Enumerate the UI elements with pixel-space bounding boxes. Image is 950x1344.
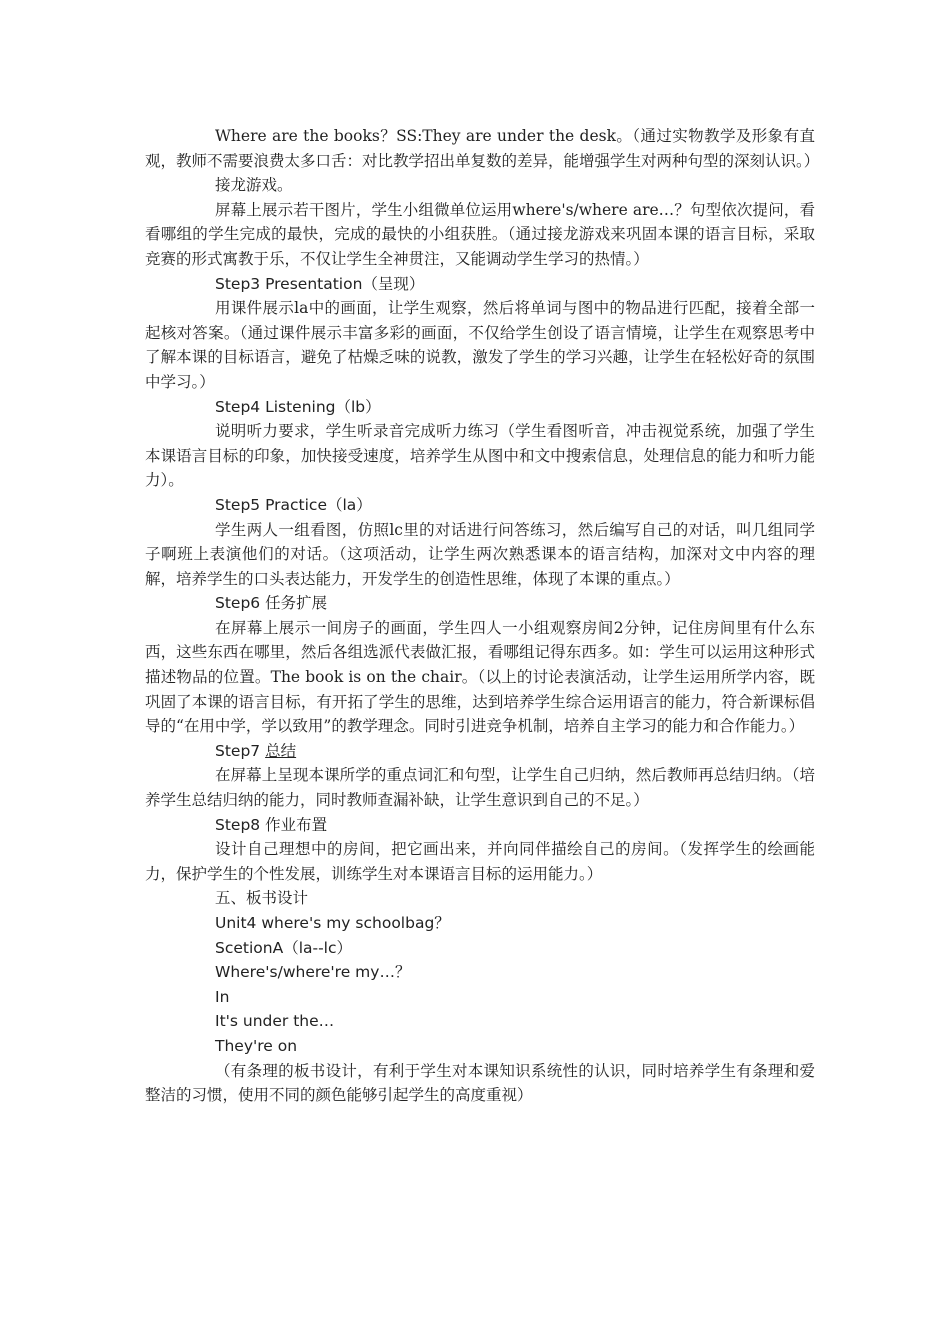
board-line-in: In [215, 987, 230, 1006]
step7-label: Step7 [215, 741, 266, 760]
paragraph-step3: 用课件展示la中的画面，让学生观察，然后将单词与图中的物品进行匹配，接着全部一起核对答案。（通过课件展示丰富多彩的画面，不仅给学生创设了语言情境，让学生在观察思考中了解本课的目标语言，避免了枯燥乏味的说教，激发了学生的学习兴趣，让学生在轻松好奇的氛围中学习。） [145, 299, 815, 391]
heading-board-design: 五、板书设计 [215, 889, 309, 908]
board-line-unit: Unit4 where's my schoolbag？ [215, 914, 450, 932]
heading-step4: Step4 Listening（lb） [215, 397, 381, 416]
paragraph-step5: 学生两人一组看图，仿照lc里的对话进行问答练习，然后编写自己的对话，叫几组同学子啊班上表演他们的对话。（这项活动，让学生两次熟悉课本的语言结构，加深对文中内容的理解，培养学生的口头表达能力，开发学生的创造性思维，体现了本课的重点。） [145, 520, 815, 588]
paragraph-step4: 说明听力要求，学生听录音完成听力练习（学生看图听音，冲击视觉系统，加强了学生本课语言目标的印象，加快接受速度，培养学生从图中和文中搜索信息，处理信息的能力和听力能力）。 [145, 422, 815, 490]
heading-step8: Step8 作业布置 [215, 815, 328, 834]
heading-step7 [145, 739, 815, 764]
heading-relay-game: 接龙游戏。 [215, 176, 293, 195]
board-line-question: Where's/where're my…？ [215, 963, 411, 982]
paragraph-step2-answer: Where are the books？SS:They are under the desk。（通过实物教学及形象有直观，教师不需要浪费太多口舌：对比教学招出单复数的差异，能增强学生对两种句型的深刻认识。） [145, 127, 820, 170]
heading-step3: Step3 Presentation（呈现） [215, 274, 425, 293]
paragraph-step7: 在屏幕上呈现本课所学的重点词汇和句型，让学生自己归纳，然后教师再总结归纳。（培养学生总结归纳的能力，同时教师查漏补缺，让学生意识到自己的不足。） [145, 766, 815, 810]
paragraph-relay-game: 屏幕上展示若干图片，学生小组微单位运用where's/where are…？句型依次提问，看看哪组的学生完成的最快，完成的最快的小组获胜。（通过接龙游戏来巩固本课的语言目标，采取竞赛的形式寓教于乐，不仅让学生全神贯注，又能调动学生学习的热情。） [145, 200, 815, 268]
heading-step5: Step5 Practice（la） [215, 495, 372, 514]
paragraph-board-note: （有条理的板书设计，有利于学生对本课知识系统性的认识，同时培养学生有条理和爱整洁的习惯，使用不同的颜色能够引起学生的高度重视） [145, 1061, 815, 1105]
board-line-on: They're on [215, 1036, 298, 1055]
paragraph-step6: 在屏幕上展示一间房子的画面，学生四人一小组观察房间2分钟，记住房间里有什么东西，这些东西在哪里，然后各组选派代表做汇报，看哪组记得东西多。如：学生可以运用这种形式描述物品的位置。The book is on the chair。（以上的讨论表演活动，让学生运用所学内容，既巩固了本课的语言目标，有开拓了学生的思维，达到培养学生综合运用语言的能力，符合新课标倡导的“在用中学，学以致用”的教学理念。同时引进竞争机制，培养自主学习的能力和合作能力。） [145, 618, 815, 736]
paragraph-step8: 设计自己理想中的房间，把它画出来，并向同伴描绘自己的房间。（发挥学生的绘画能力，保护学生的个性发展，训练学生对本课语言目标的运用能力。） [145, 840, 815, 883]
heading-step6: Step6 任务扩展 [215, 594, 328, 613]
board-line-under: It's under the… [215, 1012, 335, 1031]
step7-title-underlined: 总结 [265, 741, 297, 760]
board-line-section: ScetionA（la--lc） [215, 938, 353, 957]
document-body [145, 124, 820, 1108]
